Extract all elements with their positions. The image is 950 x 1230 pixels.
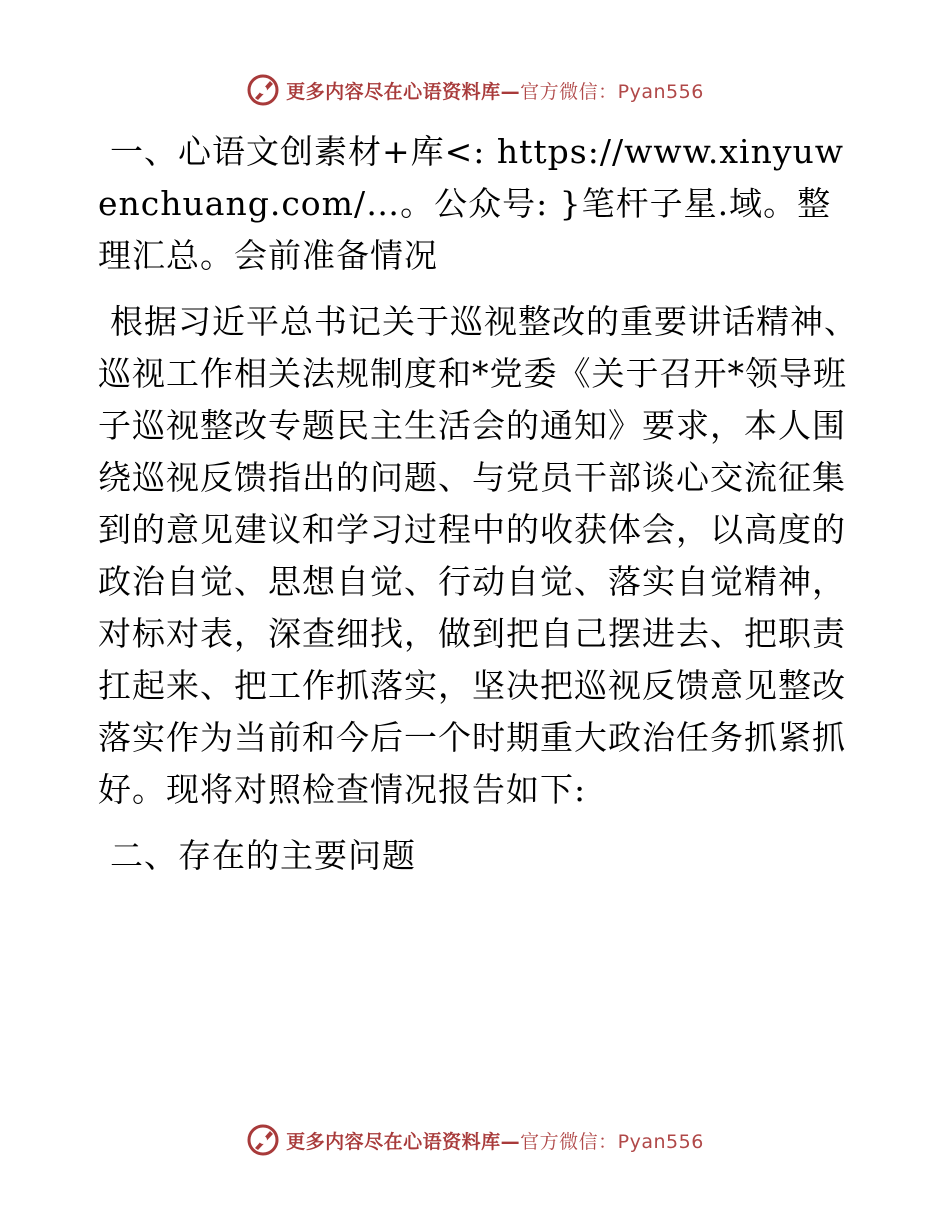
pen-circle-logo-icon (246, 73, 280, 107)
header-watermark-banner (0, 70, 950, 110)
footer-watermark-banner (0, 1120, 950, 1160)
section-heading-1: 一、心语文创素材+库<: https://www.xinyuwenchuang.com/…。公众号: }笔杆子星.域。整理汇总。会前准备情况 (98, 132, 844, 275)
watermark-text: 更多内容尽在心语资料库—官方微信：Pyan556 (286, 80, 704, 103)
watermark-text: 更多内容尽在心语资料库—官方微信：Pyan556 (286, 1130, 704, 1153)
document-body (98, 126, 858, 882)
pen-circle-logo-icon (246, 1123, 280, 1157)
section-heading-2: 二、存在的主要问题 (110, 836, 416, 875)
body-paragraph: 根据习近平总书记关于巡视整改的重要讲话精神、巡视工作相关法规制度和*党委《关于召开*领导班子巡视整改专题民主生活会的通知》要求，本人围绕巡视反馈指出的问题、与党员干部谈心交流征集到的意见建议和学习过程中的收获体会，以高度的政治自觉、思想自觉、行动自觉、落实自觉精神，对标对表，深查细找，做到把自己摆进去、把职责扛起来、把工作抓落实，坚决把巡视反馈意见整改落实作为当前和今后一个时期重大政治任务抓紧抓好。现将对照检查情况报告如下: (98, 302, 858, 809)
